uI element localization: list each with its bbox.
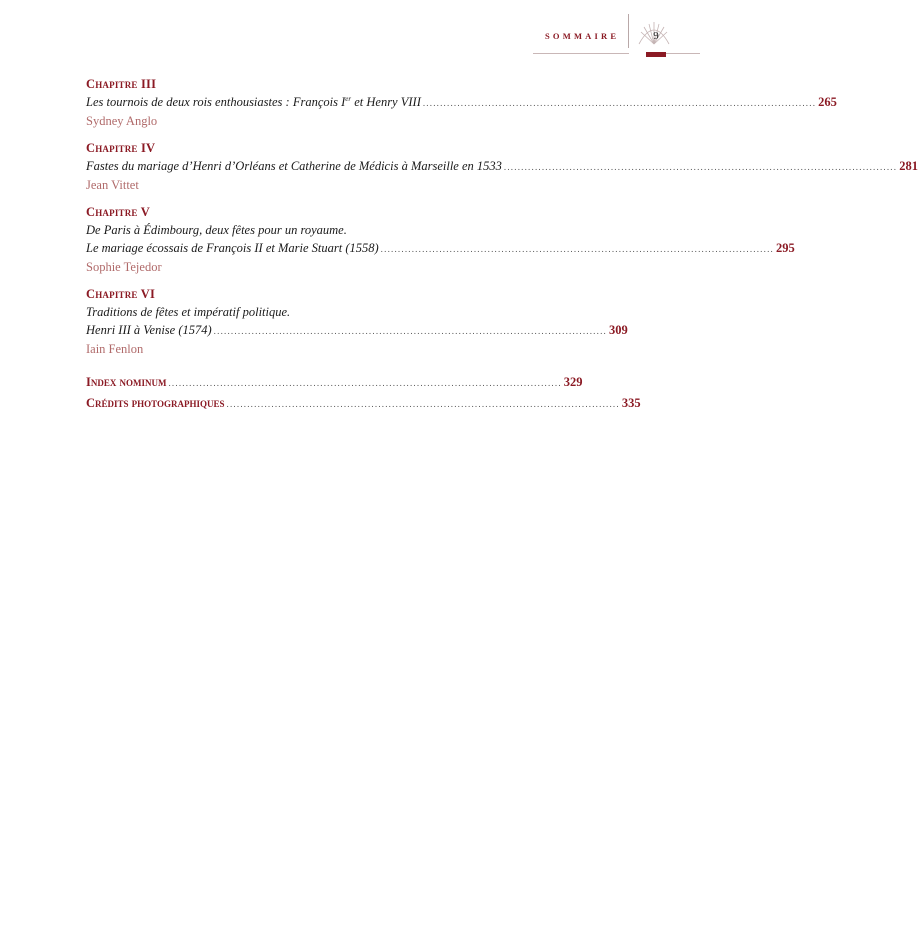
- chapter-label: Chapitre VI: [86, 287, 156, 301]
- chapter-title-line: [86, 157, 918, 176]
- page-ref: 335: [621, 396, 641, 410]
- chapter-title: Les tournois de deux rois enthousiastes : François Ier et Henry VIII: [86, 95, 421, 109]
- chapter-title: Henri III à Venise (1574): [86, 323, 212, 337]
- index-label: Index nominum: [86, 375, 167, 389]
- header-divider: [628, 14, 629, 48]
- header-rule: [533, 53, 629, 54]
- index-entry[interactable]: [86, 372, 583, 393]
- leader-dots: ..................................................................................................................: [380, 244, 774, 254]
- leader-dots: ..................................................................................................................: [213, 326, 607, 336]
- chapter-entry[interactable]: [86, 76, 837, 130]
- author-name: Sophie Tejedor: [86, 260, 162, 274]
- chapter-title-line: [86, 93, 837, 112]
- chapter-title: Le mariage écossais de François II et Marie Stuart (1558): [86, 241, 379, 255]
- chapter-title-line: [86, 239, 795, 258]
- page-ref: 265: [818, 95, 837, 109]
- credits-label: Crédits photographiques: [86, 396, 225, 410]
- section-label: SOMMAIRE: [545, 31, 620, 41]
- page-ref: 329: [563, 375, 583, 389]
- chapter-entry[interactable]: [86, 140, 918, 194]
- leader-dots: ..................................................................................................................: [168, 378, 562, 388]
- chapter-label: Chapitre III: [86, 77, 157, 91]
- page-header: [0, 0, 700, 70]
- chapter-title: Fastes du mariage d’Henri d’Orléans et Catherine de Médicis à Marseille en 1533: [86, 159, 502, 173]
- page-ref: 281: [899, 159, 918, 173]
- page-ref: 309: [608, 323, 628, 337]
- chapter-subtitle: Traditions de fêtes et impératif politique.: [86, 305, 291, 319]
- table-of-contents: [86, 76, 918, 414]
- author-name: Jean Vittet: [86, 178, 139, 192]
- credits-entry[interactable]: [86, 393, 641, 414]
- page-ref: 295: [775, 241, 795, 255]
- chapter-label: Chapitre IV: [86, 141, 156, 155]
- leader-dots: ..................................................................................................................: [503, 162, 898, 172]
- chapter-entry[interactable]: [86, 204, 795, 276]
- leader-dots: ..................................................................................................................: [422, 98, 817, 108]
- chapter-entry[interactable]: [86, 286, 628, 358]
- leader-dots: ..................................................................................................................: [226, 399, 620, 409]
- accent-bar: [646, 52, 666, 57]
- author-name: Iain Fenlon: [86, 342, 144, 356]
- chapter-label: Chapitre V: [86, 205, 150, 219]
- page-number: 9: [653, 30, 659, 42]
- header-rule: [666, 53, 700, 54]
- chapter-subtitle: De Paris à Édimbourg, deux fêtes pour un royaume.: [86, 223, 347, 237]
- author-name: Sydney Anglo: [86, 114, 158, 128]
- chapter-title-line: [86, 321, 628, 340]
